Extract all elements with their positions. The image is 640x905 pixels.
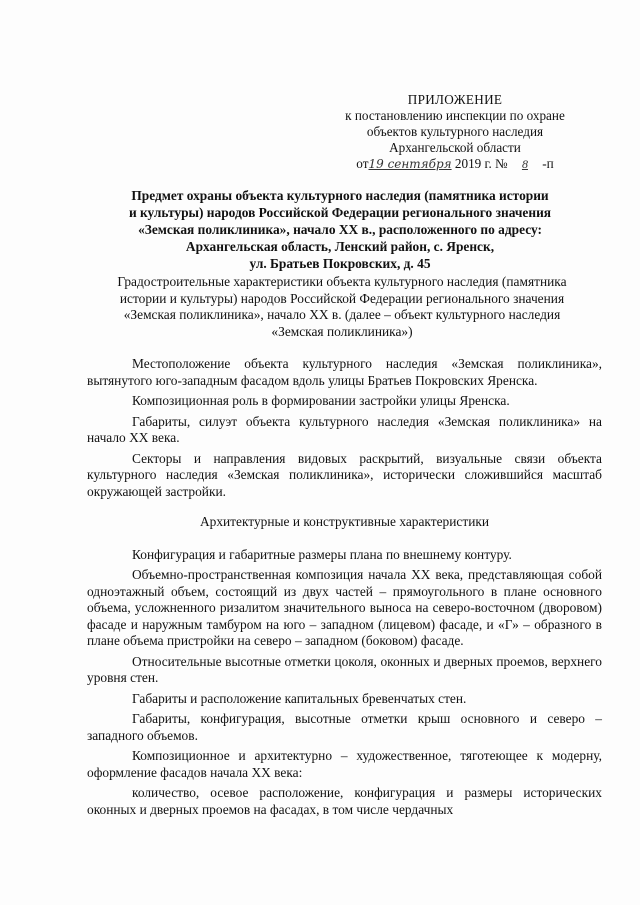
document-body (87, 356, 602, 818)
appendix-block (330, 92, 580, 172)
date-suffix: 2019 г. № (454, 156, 508, 171)
paragraph-dimensions-silhouette: Габариты, силуэт объекта культурного наследия «Земская поликлиника» на начало XX века. (87, 413, 602, 445)
subtitle-line: «Земская поликлиника», начало XX в. (далее – объект культурного наследия (123, 307, 561, 322)
section-heading: Архитектурные и конструктивные характеристики (199, 514, 490, 529)
document-subtitle (82, 274, 602, 340)
subtitle-line: истории и культуры) народов Российской Федерации регионального значения (119, 290, 565, 306)
appendix-line: объектов культурного наследия (366, 124, 544, 139)
title-line: Предмет охраны объекта культурного наследия (памятника истории (131, 188, 549, 203)
title-line: «Земская поликлиника», начало XX в., расположенного по адресу: (138, 222, 542, 237)
appendix-line: Архангельской области (389, 140, 521, 155)
handwritten-number: 8 (521, 157, 528, 171)
paragraph-height-marks: Относительные высотные отметки цоколя, оконных и дверных проемов, верхнего уровня стен. (87, 653, 602, 685)
title-line: и культуры) народов Российской Федерации регионального значения (128, 205, 552, 220)
appendix-line: к постановлению инспекции по охране (345, 108, 565, 123)
paragraph-location: Местоположение объекта культурного наследия «Земская поликлиника», вытянутого юго-западным фасадом вдоль улицы Братьев Покровских Яренска. (87, 356, 602, 388)
subtitle-line: «Земская поликлиника») (271, 323, 413, 339)
number-suffix: -п (542, 156, 554, 171)
paragraph-roofs: Габариты, конфигурация, высотные отметки крыш основного и северо – западного объемов. (87, 711, 602, 743)
paragraph-facade-design: Композиционное и архитектурно – художественное, тяготеющее к модерну, оформление фасадов начала XX века: (87, 748, 602, 780)
title-line: Архангельская область, Ленский район, с. Яренск, (185, 239, 495, 254)
date-prefix: от (356, 156, 369, 171)
appendix-heading: ПРИЛОЖЕНИЕ (407, 92, 503, 107)
paragraph-log-walls: Габариты и расположение капитальных бревенчатых стен. (132, 690, 467, 706)
paragraph-view-sectors: Секторы и направления видовых раскрытий, визуальные связи объекта культурного наследия «Земская поликлиника», исторически сложившийся масштаб окружающей застройки. (87, 450, 602, 499)
paragraph-openings: количество, осевое расположение, конфигурация и размеры исторических оконных и дверных проемов на фасадах, в том числе чердачных (87, 785, 602, 817)
document-title (80, 187, 600, 272)
paragraph-composition-role: Композиционная роль в формировании застройки улицы Яренска. (132, 393, 510, 408)
paragraph-volume-composition: Объемно-пространственная композиция начала XX века, представляющая собой одноэтажный объем, состоящий из двух частей – прямоугольного в плане основного объема, усложненного ризалитом значительного выноса на северо-восточном (дворовом) фасаде и наружным тамбуром на юго – западном (лицевом) фасаде, и «Г» – образного в плане объема пристройки на северо – западном (боковом) фасаде. (87, 567, 602, 648)
paragraph-plan-configuration: Конфигурация и габаритные размеры плана по внешнему контуру. (132, 546, 512, 562)
handwritten-date: 19 сентября (368, 157, 452, 171)
title-line: ул. Братьев Покровских, д. 45 (249, 256, 431, 271)
subtitle-line: Градостроительные характеристики объекта культурного наследия (памятника (117, 274, 567, 289)
appendix-dateline (330, 156, 580, 172)
